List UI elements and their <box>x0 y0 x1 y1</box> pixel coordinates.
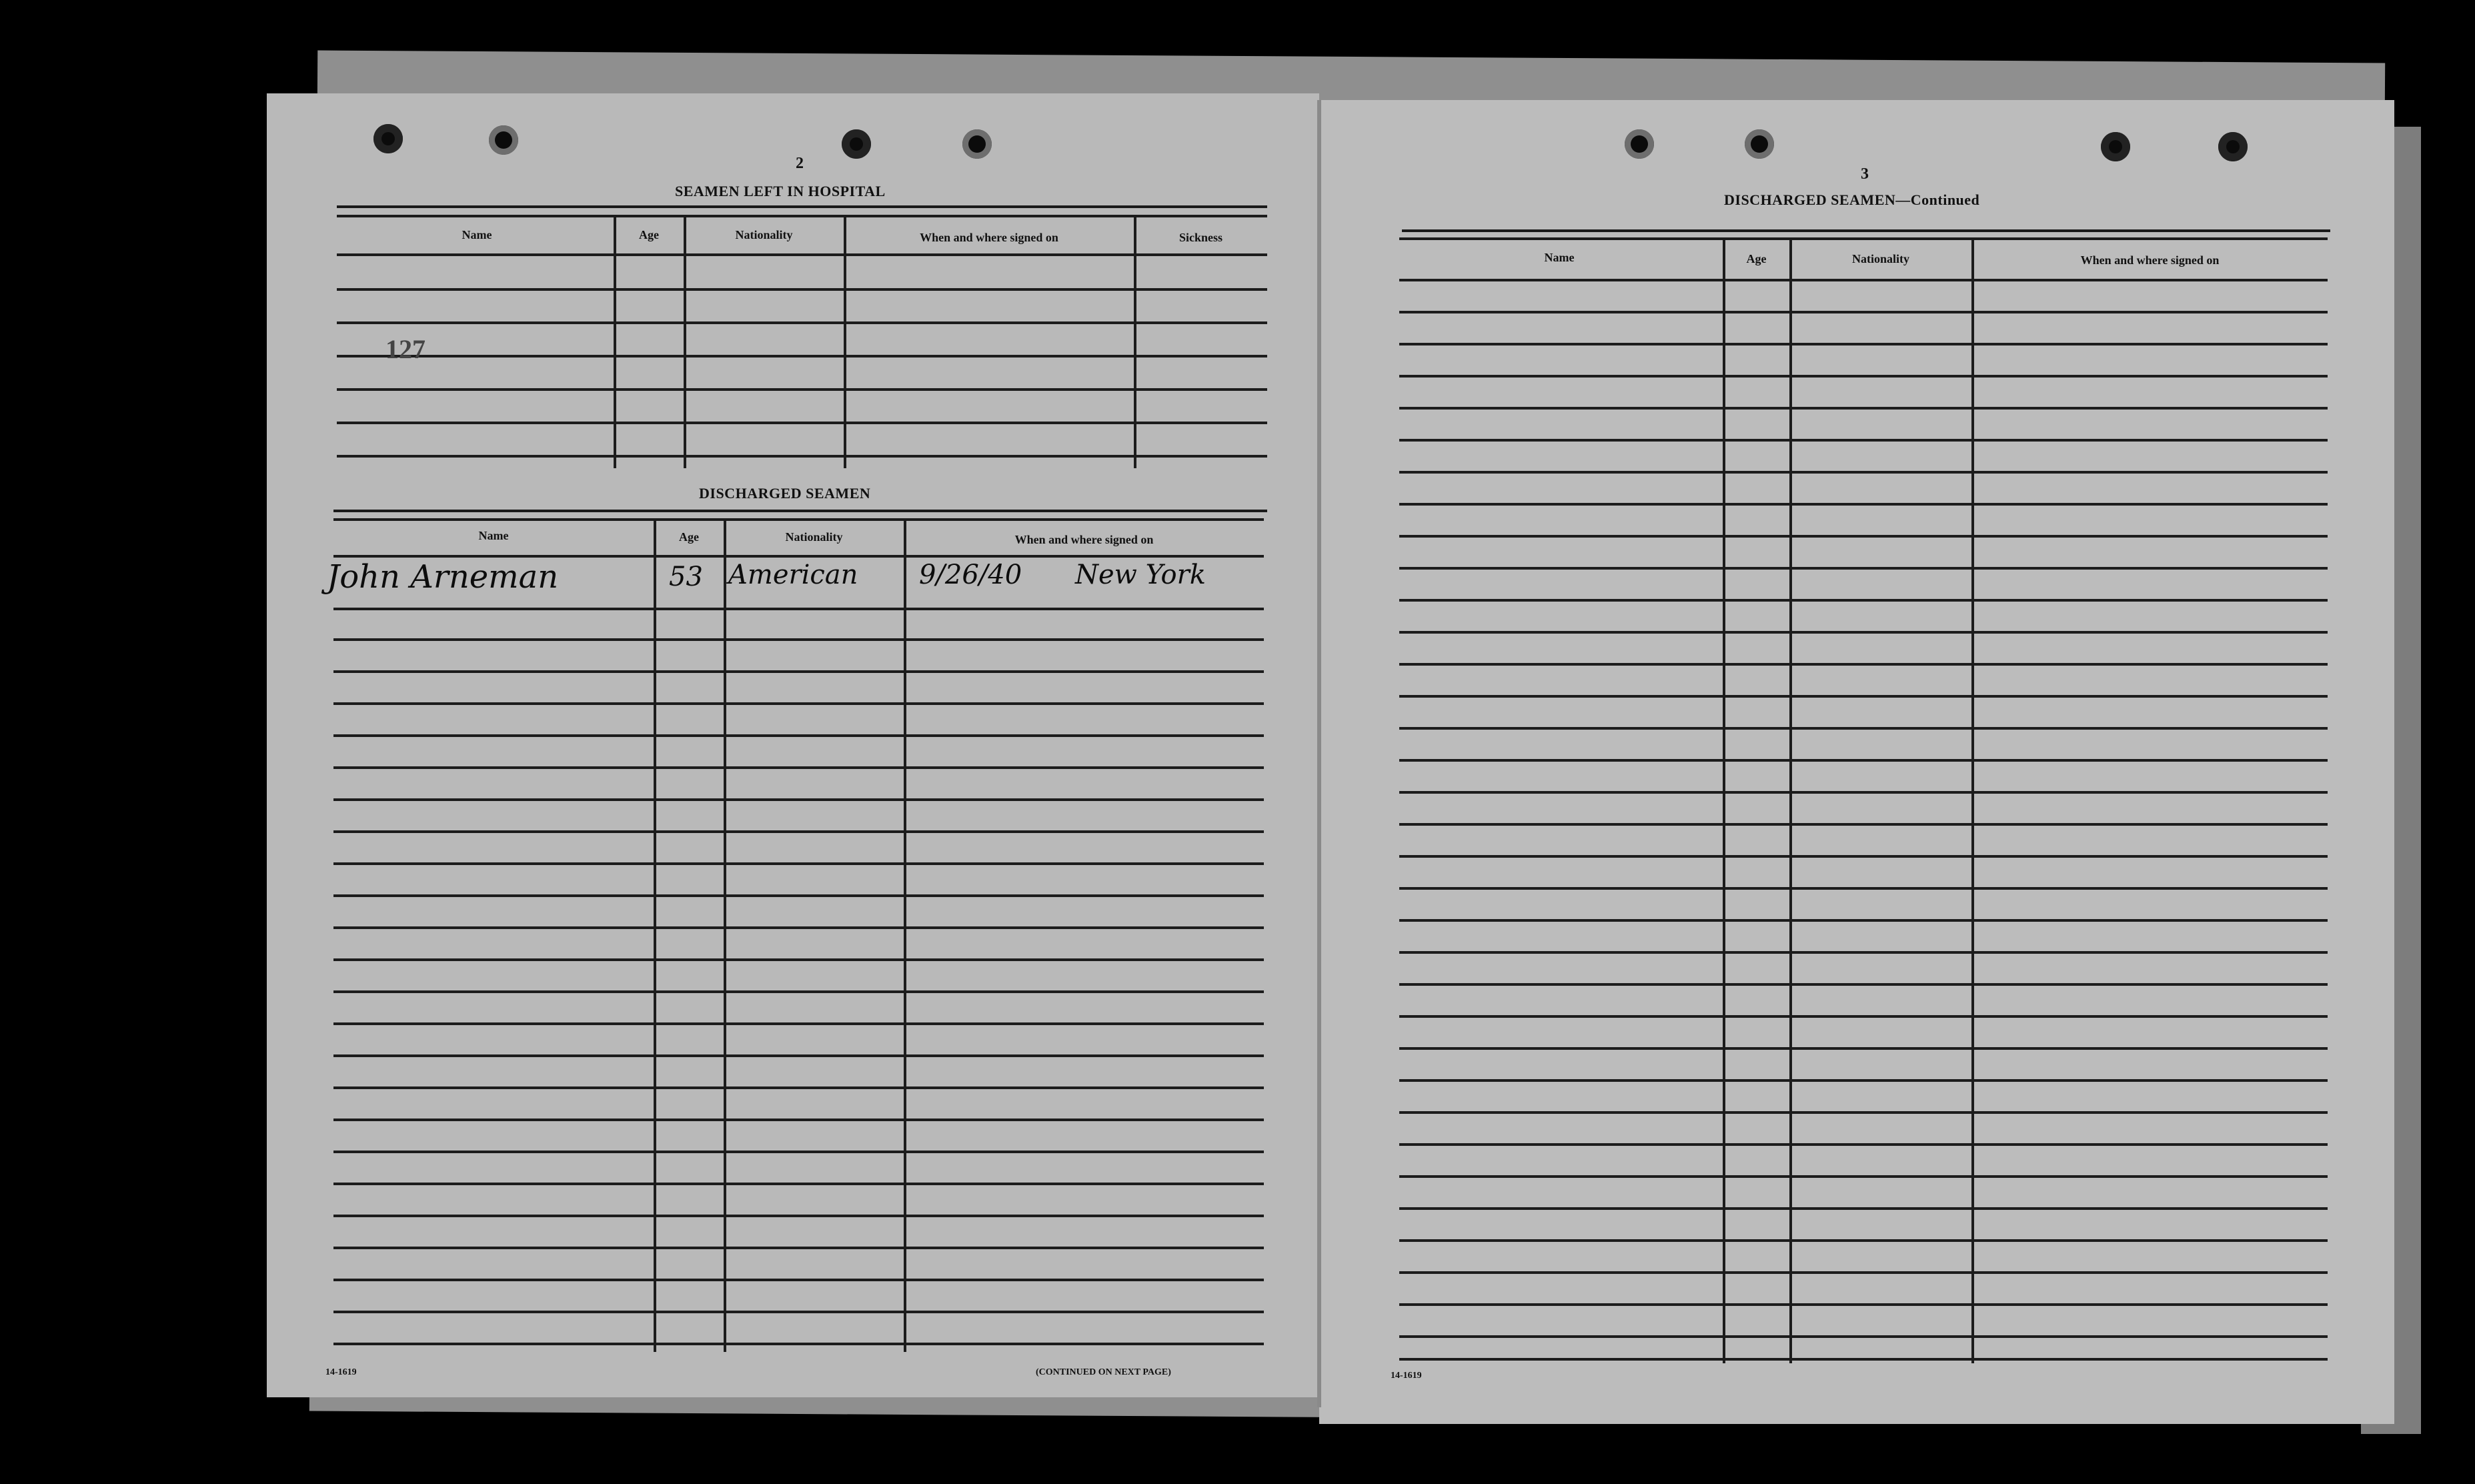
column-header-name: Name <box>462 228 492 241</box>
seaman-name: John Arneman <box>327 558 559 596</box>
hospital-section-title: SEAMEN LEFT IN HOSPITAL <box>675 183 886 199</box>
column-header-nationality: Nationality <box>1851 252 1909 265</box>
page-number: 2 <box>796 155 804 172</box>
punch-hole <box>1745 129 1774 159</box>
column-header-name: Name <box>478 529 509 542</box>
punch-hole <box>2101 132 2130 161</box>
signed-on-place: New York <box>1075 560 1206 590</box>
section-rule <box>1402 229 2330 232</box>
discharged-continued-table <box>1399 237 2328 1363</box>
handwritten-mark: 127 <box>385 334 426 364</box>
punch-hole <box>842 129 871 159</box>
column-header-signed-on: When and where signed on <box>1014 533 1154 546</box>
column-header-signed-on: When and where signed on <box>2080 253 2220 267</box>
discharged-continued-title: DISCHARGED SEAMEN—Continued <box>1724 191 1980 208</box>
punch-hole <box>489 125 518 155</box>
punch-hole <box>962 129 992 159</box>
punch-hole <box>2218 132 2248 161</box>
page-number: 3 <box>1861 165 1869 183</box>
page-fold <box>1317 100 1321 1407</box>
column-header-name: Name <box>1544 251 1575 264</box>
column-header-sickness: Sickness <box>1178 231 1223 244</box>
discharged-section-title: DISCHARGED SEAMEN <box>699 485 871 502</box>
signed-on-date: 9/26/40 <box>919 560 1022 590</box>
section-rule <box>333 510 1267 512</box>
discharged-table <box>327 518 1264 1352</box>
seaman-age: 53 <box>669 562 703 592</box>
form-number: 14-1619 <box>325 1367 357 1377</box>
column-header-age: Age <box>679 530 699 544</box>
column-header-signed-on: When and where signed on <box>920 231 1058 244</box>
section-rule <box>337 205 1267 208</box>
seaman-nationality: American <box>728 560 858 590</box>
punch-hole <box>1625 129 1654 159</box>
form-number: 14-1619 <box>1391 1371 1422 1381</box>
column-header-age: Age <box>639 228 659 241</box>
column-header-nationality: Nationality <box>735 228 793 241</box>
punch-hole <box>373 124 403 153</box>
hospital-table <box>337 215 1267 468</box>
column-header-age: Age <box>1746 252 1767 265</box>
column-header-nationality: Nationality <box>785 530 843 544</box>
continued-note: (CONTINUED ON NEXT PAGE) <box>1036 1367 1171 1377</box>
